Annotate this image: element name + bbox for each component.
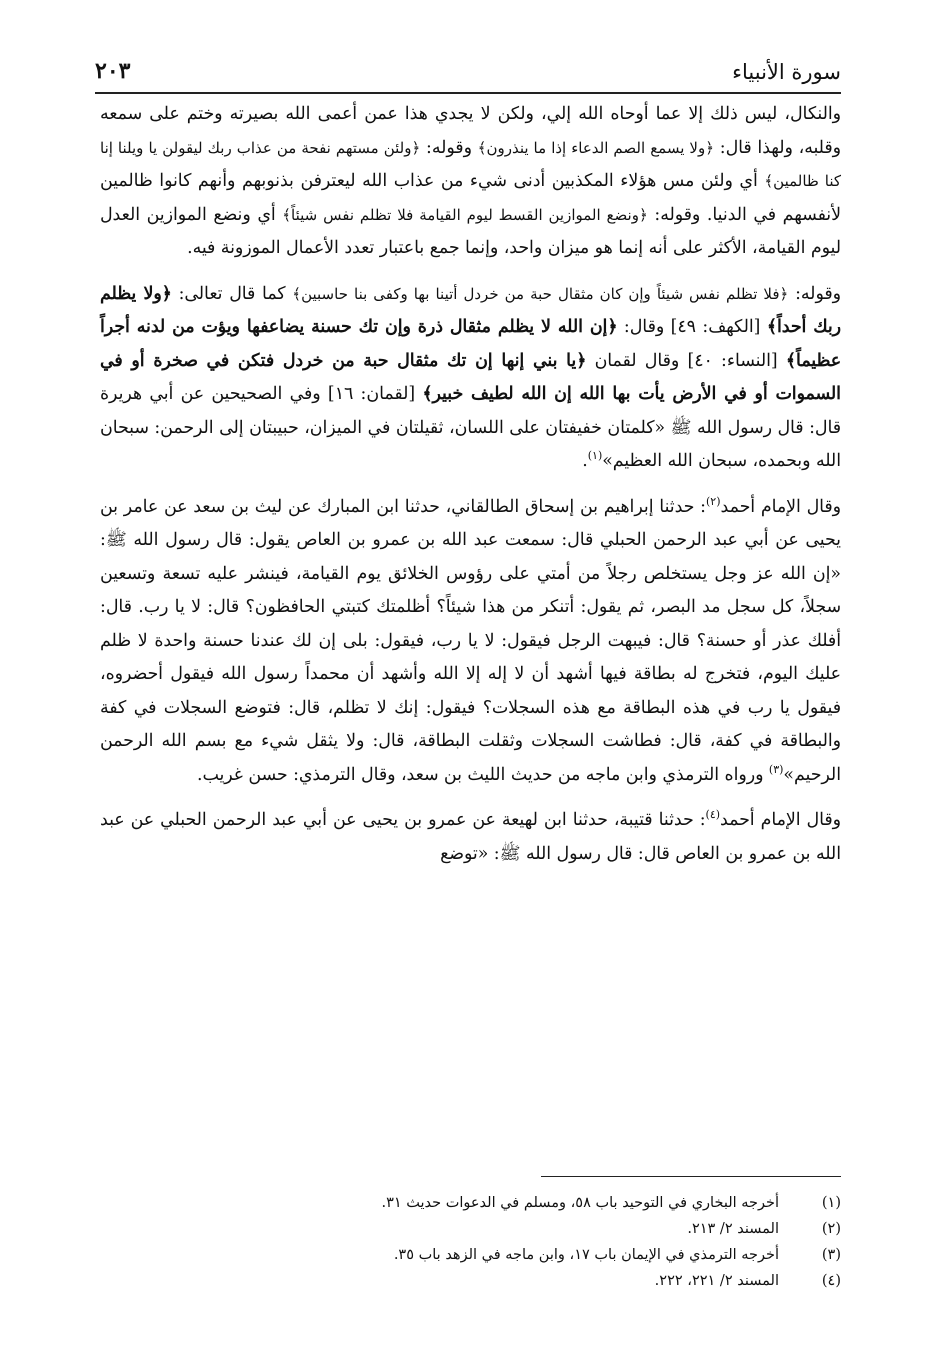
paragraph [100,491,841,793]
text-run: وقوله: [420,137,478,158]
text-run: ورواه الترمذي وابن ماجه من حديث الليث بن سعد، وقال الترمذي: حسن غريب. [196,764,769,785]
footnote-number: (١) [821,1195,841,1211]
quran-quote: ﴿إن الله لا يظلم مثقال ذرة وإن تك حسنة يضاعفها ويؤت من لدنه أجراً عظيماً﴾ [100,317,842,371]
quran-quote: ﴿ولئن مستهم نفحة من عذاب ربك ليقولن يا ويلنا إنا كنا ظالمين﴾ [100,138,841,190]
text-run: : حدثنا إبراهيم بن إسحاق الطالقاني، حدثنا ابن المبارك عن ليث بن سعد عن عامر بن يحيى عن أبي عبد الرحمن الحبلي قال: سمعت عبد الله بن عمرو بن العاص يقول: قال رسول الله ﷺ: «إن الله عز وجل يستخلص رجلاً من أمتي على رؤوس الخلائق يوم القيامة، فينشر عليه تسعة وتسعين سجلاً، كل سجل مد البصر، ثم يقول: أتنكر من هذا شيئاً؟ أظلمتك كتبتي الحافظون؟ قال: لا يا رب. قال: أفلك عذر أو حسنة؟ قال: فيبهت الرجل فيقول: لا يا رب، فيقول: بلى إن لك عندنا حسنة واحدة لا ظلم عليك اليوم، فتخرج له بطاقة فيها أشهد أن لا إله إلا الله وأشهد أن محمداً رسول الله فيقول أحضروه، فيقول يا رب في هذه البطاقة مع هذه السجلات؟ فيقول: إنك لا تظلم، قال: فتوضع السجلات في كفة والبطاقة في كفة، قال: فطاشت السجلات وثقلت البطاقة، قال: ولا يثقل شيء مع بسم الله الرحمن الرحيم» [100,496,841,785]
text-run: وقال الإمام أحمد [720,810,841,830]
quran-quote: ﴿ولا يظلم ربك أحداً﴾ [100,283,842,337]
text-run: كما قال تعالى: [171,283,293,304]
footnote-item [100,1268,841,1294]
footnote-ref: (٤) [705,808,721,822]
footnote-item [100,1190,841,1216]
text-run: . [582,451,588,471]
text-run: وقال الإمام أحمد [720,496,841,517]
text-run: أي ونضع الموازين العدل ليوم القيامة، الأكثر على أنه إنما هو ميزان واحد، وإنما جمع باعتبار تعدد الأعمال الموزونة فيه. [100,204,841,258]
text-run: [الكهف: ٤٩] وقال: [617,317,767,337]
quran-quote: ﴿ونضع الموازين القسط ليوم القيامة فلا تظلم نفس شيئاً﴾ [282,205,648,224]
text-run: [النساء: ٤٠] وقال لقمان [586,350,786,371]
quran-quote: ﴿يا بني إنها إن تك مثقال حبة من خردل فتكن في صخرة أو في السموات أو في الأرض يأت بها الله إن الله لطيف خبير﴾ [100,350,841,404]
footnote-text: المسند ٢/ ٢١٣. [687,1221,779,1237]
text-run: وقوله: [788,283,841,304]
paragraph [100,98,841,266]
text-run: : حدثنا قتيبة، حدثنا ابن لهيعة عن عمرو بن يحيى عن أبي عبد الرحمن الحبلي عن عبد الله بن عمرو بن العاص قال: قال رسول الله ﷺ: «توضع [100,810,841,864]
footnote-number: (٢) [821,1221,841,1237]
text-run: [لقمان: ١٦] وفي الصحيحين عن أبي هريرة قال: قال رسول الله ﷺ «كلمتان خفيفتان على اللسان، ثقيلتان في الميزان، حبيبتان إلى الرحمن: سبحان الله وبحمده، سبحان الله العظيم» [100,384,841,471]
text-run: والنكال، ليس ذلك إلا عما أوحاه الله إلي، ولكن لا يجدي هذا عمن أعمى الله بصيرته وختم على سمعه وقلبه، ولهذا قال: [100,104,841,158]
footnote-text: المسند ٢/ ٢٢١، ٢٢٢. [654,1273,779,1289]
footnote-divider [541,1176,841,1177]
paragraph [100,278,841,479]
main-text [100,98,841,871]
footnote-item [100,1216,841,1242]
footnote-number: (٤) [821,1273,841,1289]
footnote-text: أخرجه البخاري في التوحيد باب ٥٨، ومسلم في الدعوات حديث ٣١. [381,1195,779,1211]
footnote-item [100,1242,841,1268]
page-number: ٢٠٣ [95,58,131,84]
footnote-ref: (٣) [768,762,784,776]
surah-title: سورة الأنبياء [732,60,841,84]
footnote-ref: (١) [587,449,603,463]
quran-quote: ﴿ولا يسمع الصم الدعاء إذا ما ينذرون﴾ [477,138,715,157]
footnotes [100,1190,841,1294]
footnote-text: أخرجه الترمذي في الإيمان باب ١٧، وابن ماجه في الزهد باب ٣٥. [393,1247,779,1263]
quran-quote: ﴿فلا تظلم نفس شيئاً وإن كان مثقال حبة من خردل أتينا بها وكفى بنا حاسبين﴾ [292,284,789,303]
page-header [95,52,841,94]
footnote-ref: (٢) [706,494,721,508]
text-run: أي ولئن مس هؤلاء المكذبين أدنى شيء من عذاب الله ليعترفن بذنوبهم وأنهم كانوا ظالمين لأنفسهم في الدنيا. وقوله: [100,171,841,225]
paragraph [100,804,841,871]
footnote-number: (٣) [821,1247,841,1263]
